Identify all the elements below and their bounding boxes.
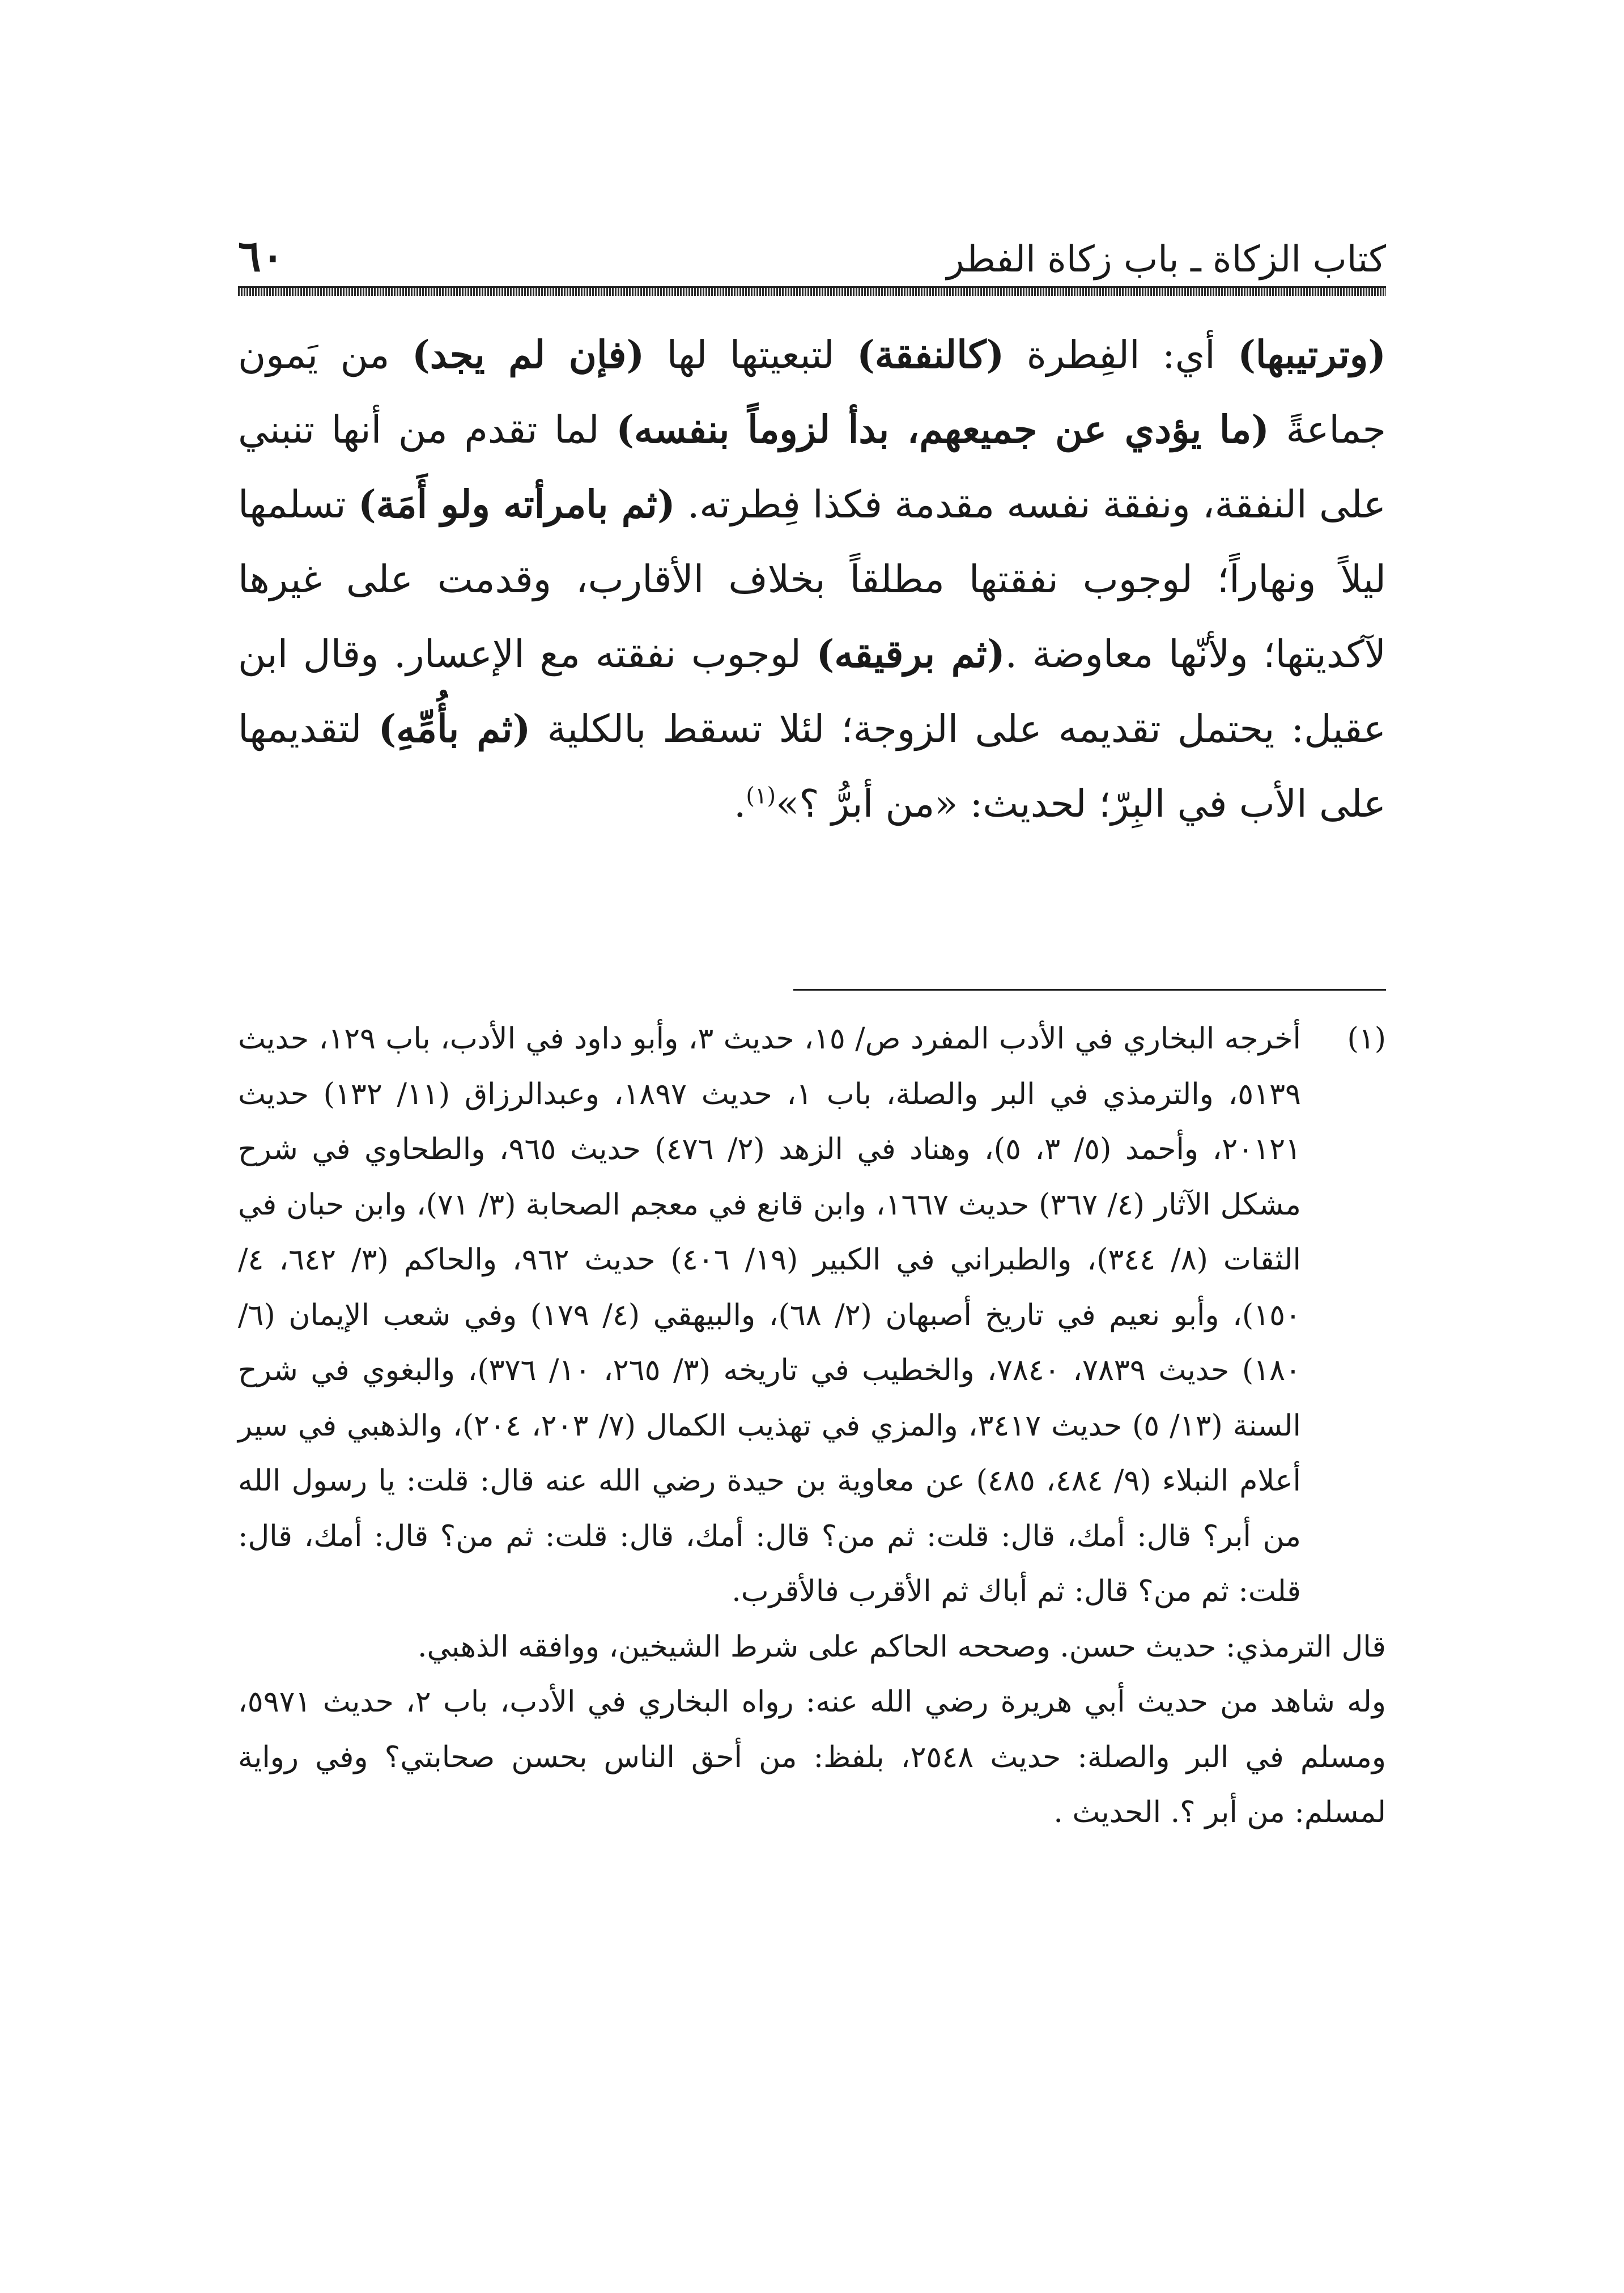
matn-phrase: (ما يؤدي عن جميعهم، بدأ لزوماً بنفسه) <box>616 407 1269 452</box>
commentary-text: من يَمون جماعةً <box>238 333 1386 452</box>
matn-phrase: (ثم برقيقه) <box>816 631 1005 676</box>
commentary-text: أي: الفِطرة <box>1004 333 1238 377</box>
commentary-text: لتبعيتها لها <box>644 333 857 377</box>
footnote-1 <box>238 1012 1386 1620</box>
footnote-separator <box>793 989 1386 991</box>
commentary-text: تسلمها ليلاً ونهاراً؛ لوجوب نفقتها مطلقاً بخلاف الأقارب، وقدمت على غيرها لآكديتها؛ ولأنّها معاوضة . <box>238 482 1386 676</box>
page-number: ٦٠ <box>238 231 284 281</box>
main-paragraph <box>238 317 1386 841</box>
footnotes <box>238 1012 1386 1841</box>
matn-phrase: (ثم بأُمِّهِ) <box>378 706 531 751</box>
matn-phrase: (فإن لم يجد) <box>412 332 645 377</box>
commentary-text: لما تقدم من أنها تنبني على النفقة، ونفقة نفسه مقدمة فكذا فِطرته. <box>238 407 1386 526</box>
matn-phrase: (وترتيبها) <box>1238 332 1386 377</box>
footnote-paragraph: قال الترمذي: حديث حسن. وصححه الحاكم على شرط الشيخين، ووافقه الذهبي. <box>418 1629 1386 1664</box>
main-text <box>238 317 1386 841</box>
matn-phrase: (ثم بامرأته ولو أَمَة) <box>358 482 675 526</box>
footnote-marker: (١) <box>1347 1022 1386 1056</box>
footnote-paragraph: وله شاهد من حديث أبي هريرة رضي الله عنه: رواه البخاري في الأدب، باب ٢، حديث ٥٩٧١، ومسلم في البر والصلة: حديث ٢٥٤٨، بلفظ: من أحق الناس بحسن صحابتي؟ وفي رواية لمسلم: من أبر ؟. الحديث . <box>238 1685 1386 1829</box>
footnote-paragraph: أخرجه البخاري في الأدب المفرد ص/ ١٥، حديث ٣، وأبو داود في الأدب، باب ١٢٩، حديث ٥١٣٩، والترمذي في البر والصلة، باب ١، حديث ١٨٩٧، وعبدالرزاق (١١/ ١٣٢) حديث ٢٠١٢١، وأحمد (٥/ ٣، ٥)، وهناد في الزهد (٢/ ٤٧٦) حديث ٩٦٥، والطحاوي في شرح مشكل الآثار (٤/ ٣٦٧) حديث ١٦٦٧، وابن قانع في معجم الصحابة (٣/ ٧١)، وابن حبان في الثقات (٨/ ٣٤٤)، والطبراني في الكبير (١٩/ ٤٠٦) حديث ٩٦٢، والحاكم (٣/ ٦٤٢، ٤/ ١٥٠)، وأبو نعيم في تاريخ أصبهان (٢/ ٦٨)، والبيهقي (٤/ ١٧٩) وفي شعب الإيمان (٦/ ١٨٠) حديث ٧٨٣٩، ٧٨٤٠، والخطيب في تاريخه (٣/ ٢٦٥، ١٠/ ٣٧٦)، والبغوي في شرح السنة (١٣/ ٥) حديث ٣٤١٧، والمزي في تهذيب الكمال (٧/ ٢٠٣، ٢٠٤)، والذهبي في سير أعلام النبلاء (٩/ ٤٨٤، ٤٨٥) عن معاوية بن حيدة رضي الله عنه قال: قلت: يا رسول الله من أبر؟ قال: أمك، قال: قلت: ثم من؟ قال: أمك، قال: قلت: ثم من؟ قال: أمك، قال: قلت: ثم من؟ قال: ثم أباك ثم الأقرب فالأقرب. <box>238 1022 1301 1608</box>
commentary-text: لتقديمها على الأب في البِرّ؛ لحديث: «من أبرُّ ؟» <box>238 707 1386 826</box>
footnote-reference[interactable]: (١) <box>746 783 776 809</box>
page-header <box>238 215 1386 281</box>
running-title: كتاب الزكاة ـ باب زكاة الفطر <box>946 239 1386 281</box>
header-rule <box>238 286 1386 296</box>
matn-phrase: (كالنفقة) <box>857 332 1005 377</box>
commentary-text: لوجوب نفقته مع الإعسار. وقال ابن عقيل: يحتمل تقديمه على الزوجة؛ لئلا تسقط بالكلية <box>238 632 1387 751</box>
commentary-text: . <box>734 782 746 826</box>
